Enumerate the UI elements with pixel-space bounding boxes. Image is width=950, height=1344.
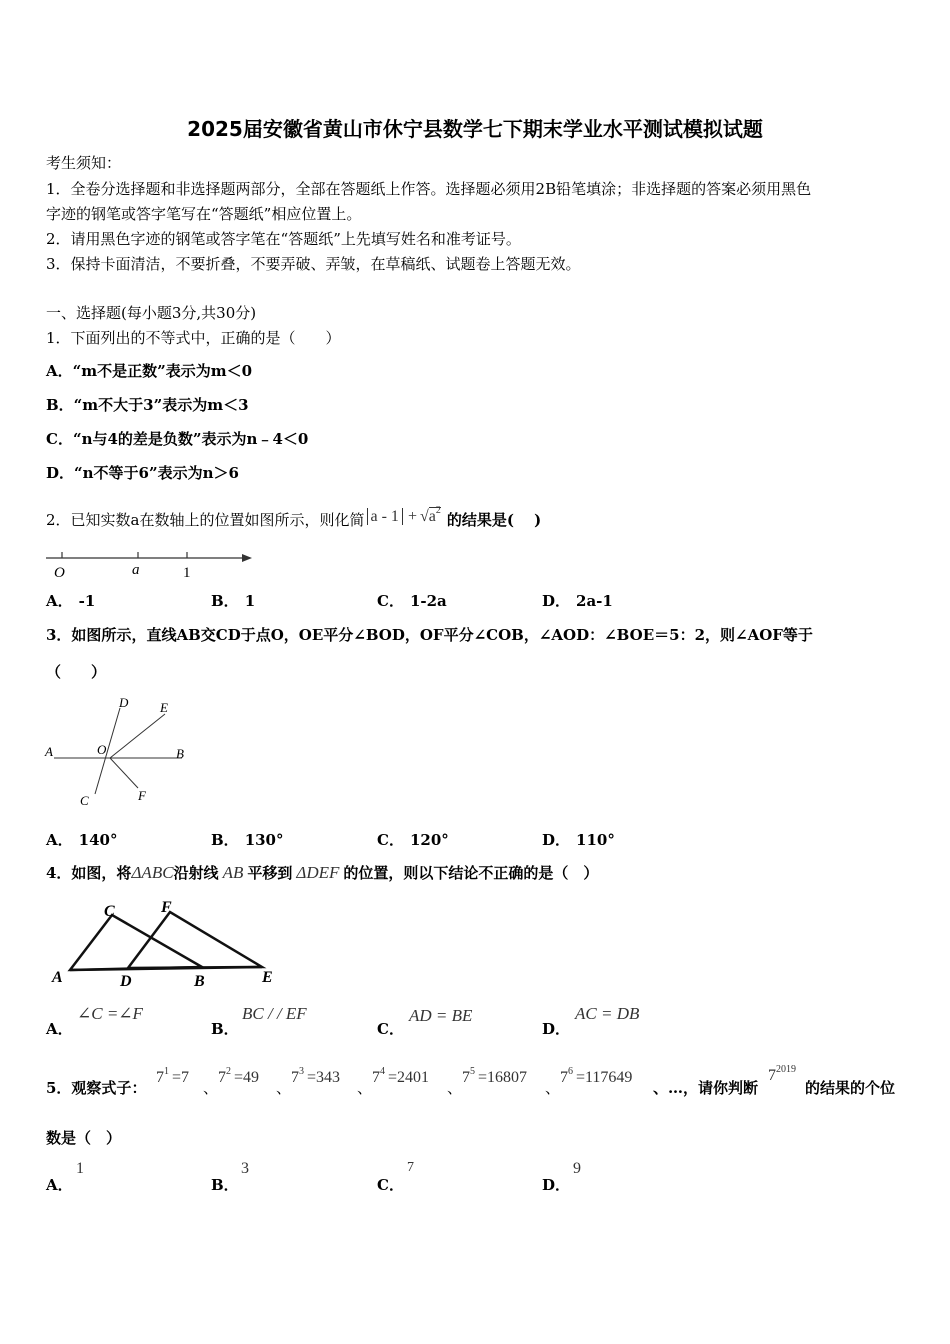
q2-option-c: C． 1-2a — [377, 592, 447, 610]
q5-option-a-text: 1 — [76, 1160, 84, 1177]
q4-stem — [46, 862, 598, 883]
q5-sep-5: 、 — [545, 1079, 561, 1097]
q5-target-power: $7^{2019}$ — [768, 1064, 796, 1084]
q2-number-line — [40, 546, 260, 582]
q5-option-c-letter: C． — [377, 1176, 404, 1194]
label-A: A — [52, 969, 63, 986]
q5-stem-a: 5．观察式子： — [46, 1079, 147, 1097]
notice-line-3: 2．请用黑色字迹的钢笔或答字笔在“答题纸”上先填写姓名和准考证号。 — [46, 230, 521, 248]
label-C: C — [104, 903, 115, 920]
q2-plus: + — [407, 508, 417, 525]
notice-line-4: 3．保持卡面清洁，不要折叠，不要弄破、弄皱，在草稿纸、试题卷上答题无效。 — [46, 255, 581, 273]
q2-stem — [46, 505, 542, 530]
label-C: C — [80, 793, 89, 808]
q4-stem-d: 的位置，则以下结论不正确的是（ ） — [343, 864, 599, 882]
notice-line-2: 字迹的钢笔或答字笔写在“答题纸”相应位置上。 — [46, 205, 362, 223]
triangle-def — [128, 912, 262, 968]
q2-stem-after: 的结果是( ) — [446, 511, 542, 529]
q5-stem-d: 数是（ ） — [46, 1129, 122, 1147]
q2-sqrt-expression: $√a^2$ — [419, 505, 441, 525]
q5-power-4: $7^4 =2401$ — [372, 1066, 430, 1086]
q4-triangle-def: ΔDEF — [296, 863, 340, 882]
label-D: D — [120, 973, 132, 990]
ray-oe — [110, 714, 165, 758]
q4-option-c-letter: C． — [377, 1020, 404, 1038]
label-F: F — [161, 899, 172, 916]
label-O: O — [97, 742, 107, 757]
label-F: F — [138, 788, 146, 803]
notice-line-1: 1．全卷分选择题和非选择题两部分，全部在答题纸上作答。选择题必须用2B铅笔填涂；非选择题的答案必须用黑色 — [46, 180, 812, 198]
q5-sep-2: 、 — [276, 1079, 292, 1097]
q1-option-a: A．“m不是正数”表示为m＜0 — [46, 362, 253, 380]
q5-power-5: $7^5 =16807$ — [462, 1066, 528, 1086]
page-title: 2025届安徽省黄山市休宁县数学七下期末学业水平测试模拟试题 — [187, 117, 763, 141]
q4-stem-b: 沿射线 — [173, 864, 219, 882]
ray-of — [110, 758, 138, 788]
q5-power-3: $7^3 =343$ — [291, 1066, 341, 1086]
label-E: E — [262, 969, 273, 986]
q2-option-b: B． 1 — [211, 592, 256, 610]
q3-option-c: C． 120° — [377, 831, 449, 849]
q2-option-a: A． -1 — [46, 592, 96, 610]
q1-stem: 1．下面列出的不等式中，正确的是（ ） — [46, 329, 341, 347]
number-line-arrow — [242, 554, 252, 562]
q1-option-b: B．“m不大于3”表示为m＜3 — [46, 396, 249, 414]
q4-option-d-letter: D． — [542, 1020, 571, 1038]
q4-option-a-letter: A． — [46, 1020, 73, 1038]
q5-sep-1: 、 — [203, 1079, 219, 1097]
q2-option-d: D． 2a-1 — [542, 592, 613, 610]
q3-stem-2: （ ） — [46, 663, 107, 681]
line-ae — [70, 967, 262, 970]
q4-figure — [44, 896, 294, 991]
q5-sep-3: 、 — [357, 1079, 373, 1097]
q5-option-a-letter: A． — [46, 1176, 73, 1194]
q1-option-d: D．“n不等于6”表示为n＞6 — [46, 464, 239, 482]
q5-power-6: $7^6 =117649$ — [560, 1066, 633, 1086]
q5-power-2: $7^2 =49$ — [218, 1066, 260, 1086]
q4-option-d-text: AC = DB — [575, 1004, 640, 1023]
label-one: 1 — [183, 565, 191, 581]
q4-triangle-abc: ΔABC — [131, 863, 174, 882]
section-heading: 一、选择题(每小题3分,共30分) — [46, 304, 257, 322]
label-origin: O — [54, 565, 65, 581]
q2-abs-text: a - 1 — [370, 508, 399, 525]
q2-stem-before: 2．已知实数a在数轴上的位置如图所示，则化简 — [46, 511, 365, 529]
q4-stem-a: 4．如图，将 — [46, 864, 132, 882]
q5-stem-b: 、…，请你判断 — [653, 1079, 759, 1097]
q5-stem-c: 的结果的个位 — [805, 1079, 896, 1097]
q3-stem: 3．如图所示，直线AB交CD于点O，OE平分∠BOD，OF平分∠COB，∠AOD：∠BOE＝5：2，则∠AOF等于 — [46, 626, 813, 644]
q2-sqrt-base: a — [428, 508, 436, 525]
q5-option-b-text: 3 — [241, 1160, 249, 1177]
q3-option-b: B． 130° — [211, 831, 284, 849]
q5-sep-4: 、 — [447, 1079, 463, 1097]
q1-option-c: C．“n与4的差是负数”表示为n﹣4＜0 — [46, 430, 309, 448]
q5-power-1: $7^1 =7$ — [156, 1066, 190, 1086]
q2-sqrt-exponent: 2 — [435, 505, 441, 516]
q2-abs-expression — [367, 508, 403, 525]
q5-option-c-text: 7 — [407, 1160, 414, 1175]
label-B: B — [194, 973, 205, 990]
q4-ray-ab: AB — [222, 863, 244, 882]
q3-option-d: D． 110° — [542, 831, 615, 849]
label-A: A — [45, 744, 53, 759]
q4-option-a-text: ∠C =∠F — [77, 1004, 143, 1023]
q4-option-b-letter: B． — [211, 1020, 239, 1038]
q5-option-d-letter: D． — [542, 1176, 571, 1194]
label-a: a — [132, 562, 140, 578]
q5-option-b-letter: B． — [211, 1176, 239, 1194]
label-B: B — [176, 746, 184, 761]
q5-option-d-text: 9 — [573, 1160, 581, 1177]
q4-stem-c: 平移到 — [247, 864, 293, 882]
notice-title: 考生须知： — [46, 154, 122, 172]
triangle-abc — [70, 915, 202, 970]
q3-figure — [40, 692, 190, 812]
label-E: E — [160, 700, 168, 715]
label-D: D — [119, 695, 129, 710]
q3-option-a: A． 140° — [46, 831, 118, 849]
q4-option-b-text: BC / / EF — [242, 1004, 307, 1023]
q4-option-c-text: AD = BE — [409, 1006, 473, 1025]
